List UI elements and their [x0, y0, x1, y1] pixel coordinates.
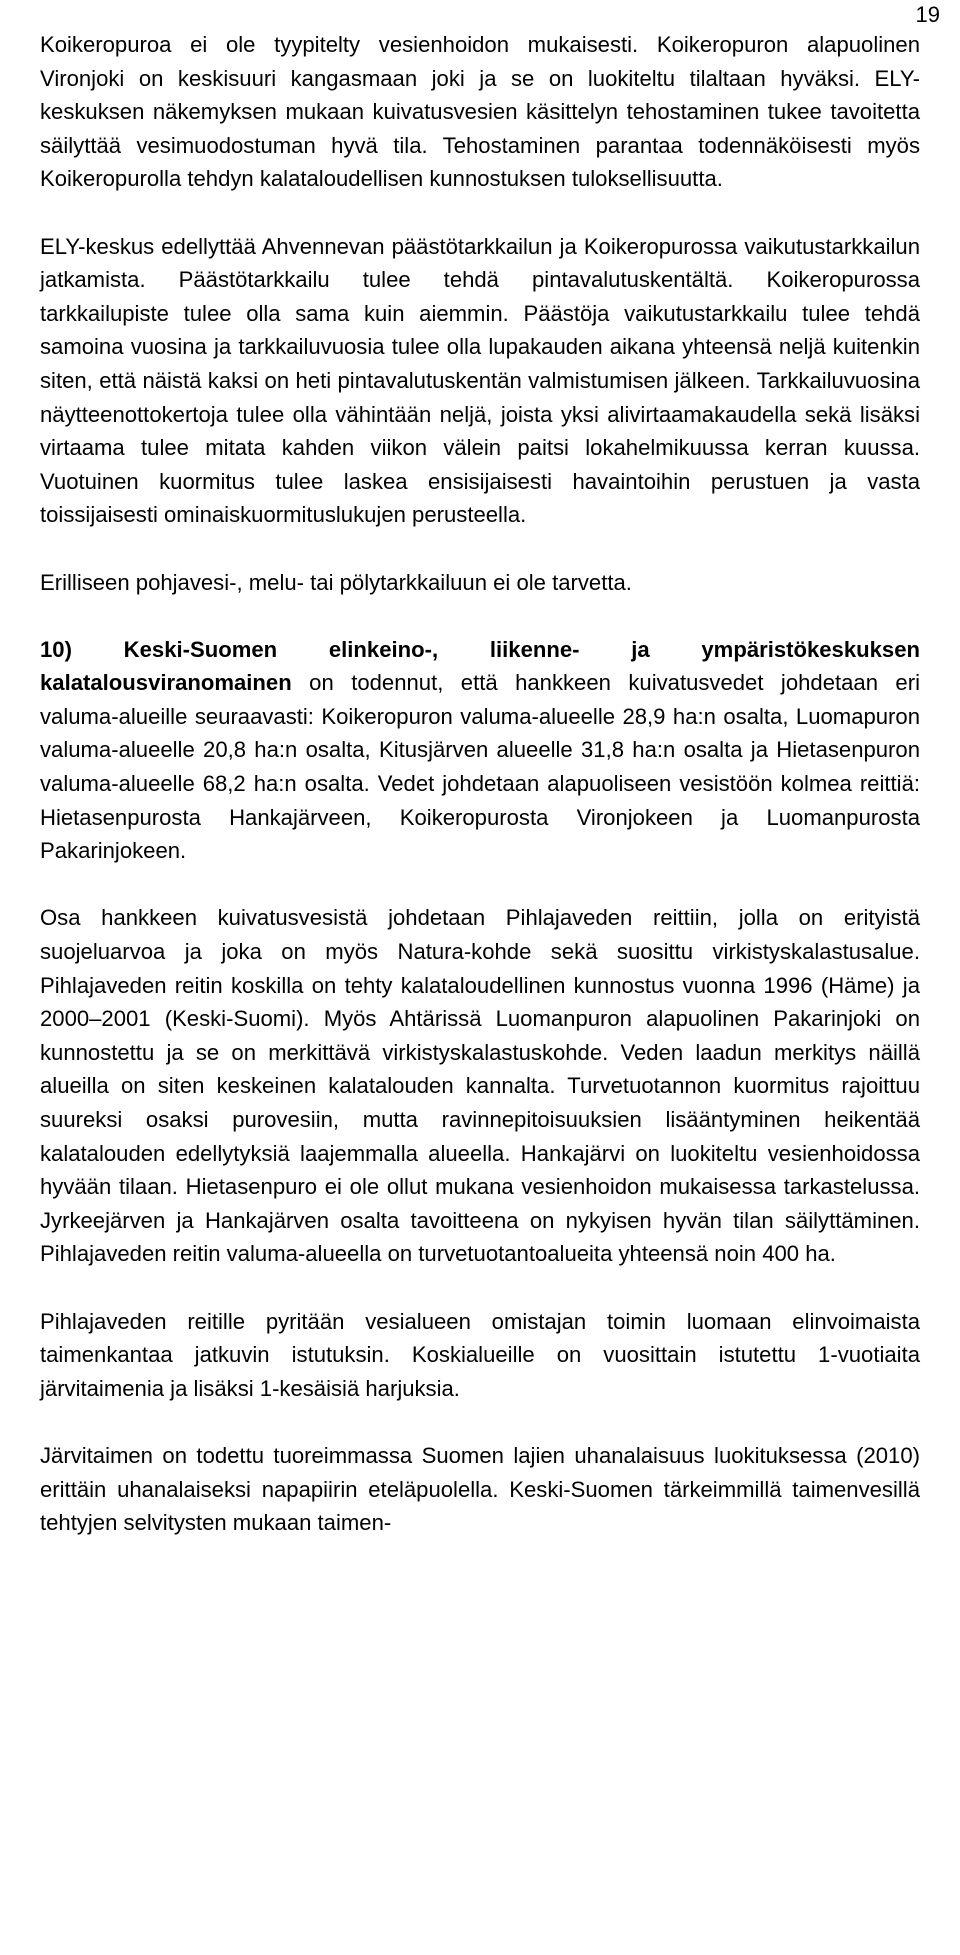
- paragraph-trout-stocking: Pihlajaveden reitille pyritään vesialueen omistajan toimin luomaan elinvoimaista taimenkantaa jatkuvin istutuksin. Koskialueille on vuosittain istutettu 1-vuotiaita järvitaimenia ja lisäksi 1-kesäisiä harjuksia.: [40, 1308, 920, 1401]
- fisheries-authority-heading: 10) Keski-Suomen elinkeino-, liikenne- ja ympäristökeskuksen kalatalousviranomainen: [40, 636, 920, 696]
- fisheries-authority-text: on todennut, että hankkeen kuivatusvedet johdetaan eri valuma-alueille seuraavasti: Koikeropuron valuma-alueelle 28,9 ha:n osalta, Luomapuron valuma-alueelle 20,8 ha:n osalta, Kitusjärven alueelle 31,8 ha:n osalta ja Hietasenpuron valuma-alueelle 68,2 ha:n osalta. Vedet johdetaan alapuoliseen vesistöön kolmea reittiä: Hietasenpurosta Hankajärveen, Koikeropurosta Vironjokeen ja Luomanpurosta Pakarinjokeen.: [40, 670, 920, 864]
- paragraph-pihlajavesi-route: Osa hankkeen kuivatusvesistä johdetaan Pihlajaveden reittiin, jolla on erityistä suojeluarvoa ja joka on myös Natura-kohde sekä suosittu virkistyskalastusalue. Pihlajaveden reitin koskilla on tehty kalataloudellinen kunnostus vuonna 1996 (Häme) ja 2000–2001 (Keski-Suomi). Myös Ahtärissä Luomanpuron alapuolinen Pakarinjoki on kunnostettu ja se on merkittävä virkistyskalastuskohde. Veden laadun merkitys näillä alueilla on siten keskeinen kalatalouden kannalta. Turvetuotannon kuormitus rajoittuu suureksi osaksi purovesiin, mutta ravinnepitoisuuksien lisääntyminen heikentää kalatalouden edellytyksiä laajemmalla alueella. Hankajärvi on luokiteltu vesienhoidossa hyvään tilaan. Hietasenpuro ei ole ollut mukana vesienhoidon mukaisessa tarkastelussa. Jyrkeejärven ja Hankajärven osalta tavoitteena on nykyisen hyvän tilan säilyttäminen. Pihlajaveden reitin valuma-alueella on turvetuotantoalueita yhteensä noin 400 ha.: [40, 905, 920, 1267]
- page-number: 19: [915, 2, 940, 27]
- paragraph-fisheries-authority: [40, 633, 920, 868]
- document-body: [40, 28, 920, 1540]
- paragraph-monitoring-requirements: ELY-keskus edellyttää Ahvennevan päästötarkkailun ja Koikeropurossa vaikutustarkkailun jatkamista. Päästötarkkailu tulee tehdä pintavalutuskentältä. Koikeropurossa tarkkailupiste tulee olla sama kuin aiemmin. Päästöja vaikutustarkkailu tulee tehdä samoina vuosina ja tarkkailuvuosia tulee olla lupakauden aikana yhteensä neljä kuitenkin siten, että näistä kaksi on heti pintavalutuskentän valmistumisen jälkeen. Tarkkailuvuosina näytteenottokertoja tulee olla vähintään neljä, joista yksi alivirtaamakaudella sekä lisäksi virtaama tulee mitata kahden viikon välein paitsi lokahelmikuussa kerran kuussa. Vuotuinen kuormitus tulee laskea ensisijaisesti havaintoihin perustuen ja vasta toissijaisesti ominaiskuormituslukujen perusteella.: [40, 233, 920, 528]
- paragraph-lake-trout-status: Järvitaimen on todettu tuoreimmassa Suomen lajien uhanalaisuus luokituksessa (2010) erittäin uhanalaiseksi napapiirin eteläpuolella. Keski-Suomen tärkeimmillä taimenvesillä tehtyjen selvitysten mukaan taimen-: [40, 1442, 920, 1536]
- paragraph-other-monitoring: Erilliseen pohjavesi-, melu- tai pölytarkkailuun ei ole tarvetta.: [40, 569, 632, 595]
- paragraph-koikeropuro-status: Koikeropuroa ei ole tyypitelty vesienhoidon mukaisesti. Koikeropuron alapuolinen Vironjoki on keskisuuri kangasmaan joki ja se on luokiteltu tilaltaan hyväksi. ELY-keskuksen näkemyksen mukaan kuivatusvesien käsittelyn tehostaminen tukee tavoitetta säilyttää vesimuodostuman hyvä tila. Tehostaminen parantaa todennäköisesti myös Koikeropurolla tehdyn kalataloudellisen kunnostuksen tuloksellisuutta.: [40, 32, 920, 192]
